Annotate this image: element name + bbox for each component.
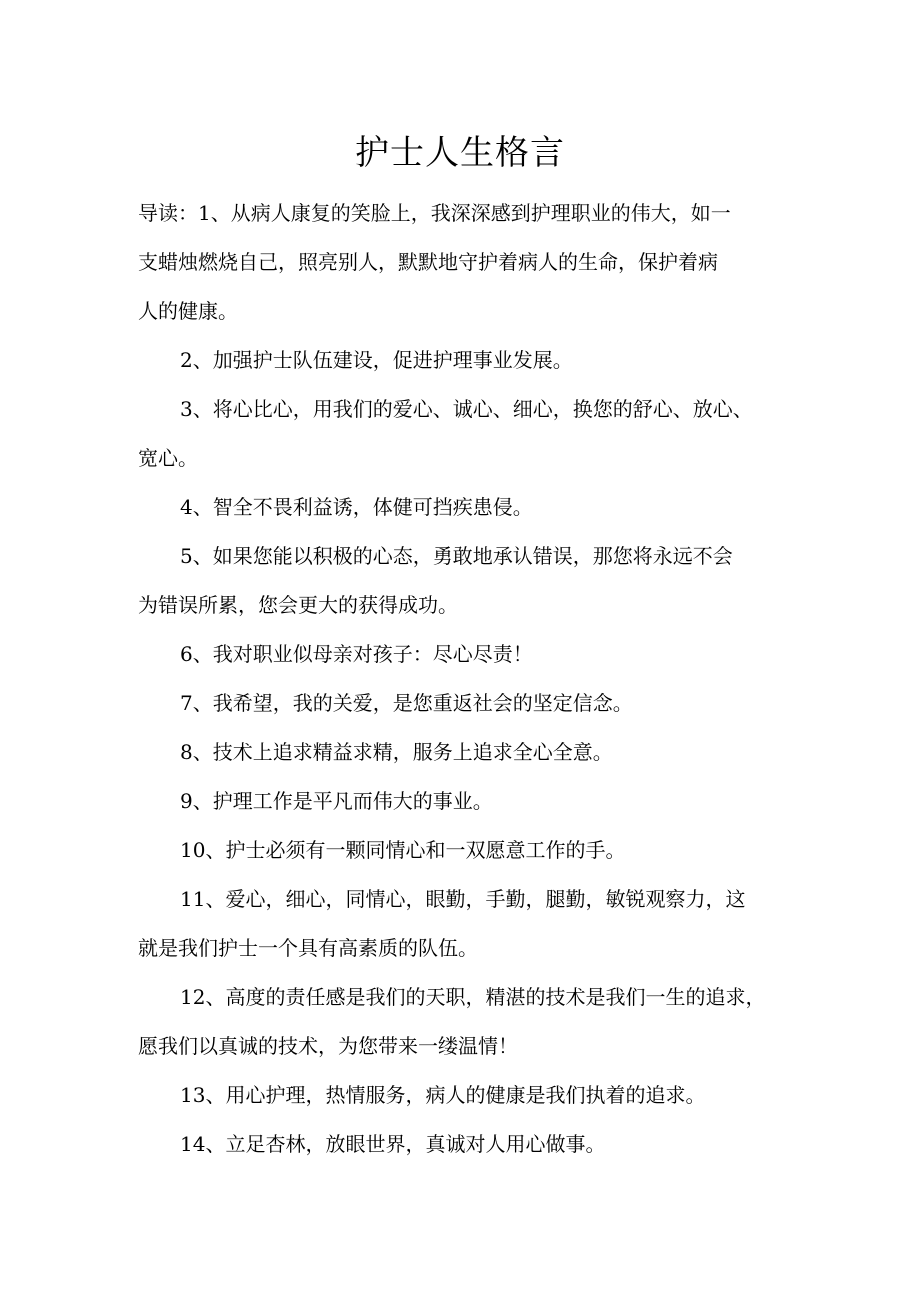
quote-item-9 [138, 777, 796, 826]
quote-line: 愿我们以真诚的技术，为您带来一缕温情！ [138, 1034, 518, 1058]
quote-item-2 [138, 336, 796, 385]
quote-line: 3、将心比心，用我们的爱心、诚心、细心，换您的舒心、放心、 [180, 397, 753, 421]
quote-item-11 [138, 875, 796, 973]
quote-item-12 [138, 973, 796, 1071]
quote-line: 14、立足杏林，放眼世界，真诚对人用心做事。 [180, 1132, 606, 1156]
quote-line: 13、用心护理，热情服务，病人的健康是我们执着的追求。 [180, 1083, 706, 1107]
quote-line: 为错误所累，您会更大的获得成功。 [138, 593, 458, 617]
quote-item-4 [138, 483, 796, 532]
intro-line: 导读：1、从病人康复的笑脸上，我深深感到护理职业的伟大，如一 [138, 201, 731, 225]
quote-line: 2、加强护士队伍建设，促进护理事业发展。 [180, 348, 573, 372]
quote-item-6 [138, 630, 796, 679]
quote-item-3 [138, 385, 796, 483]
quote-item-7 [138, 679, 796, 728]
quote-line: 就是我们护士一个具有高素质的队伍。 [138, 936, 478, 960]
quote-line: 10、护士必须有一颗同情心和一双愿意工作的手。 [180, 838, 626, 862]
quote-item-10 [138, 826, 796, 875]
quote-line: 6、我对职业似母亲对孩子：尽心尽责！ [180, 642, 533, 666]
quote-line: 7、我希望，我的关爱，是您重返社会的坚定信念。 [180, 691, 633, 715]
quote-item-5 [138, 532, 796, 630]
quote-line: 宽心。 [138, 446, 198, 470]
intro-paragraph [138, 189, 796, 336]
document-body [138, 189, 796, 1169]
intro-line: 支蜡烛燃烧自己，照亮别人，默默地守护着病人的生命，保护着病 [138, 250, 718, 274]
quote-line: 5、如果您能以积极的心态，勇敢地承认错误，那您将永远不会 [180, 544, 733, 568]
quote-item-8 [138, 728, 796, 777]
intro-line: 人的健康。 [138, 299, 238, 323]
page-title [0, 130, 920, 176]
quote-item-14 [138, 1120, 796, 1169]
page-title-text: 护士人生格言 [355, 133, 565, 173]
quote-item-13 [138, 1071, 796, 1120]
quote-line: 12、高度的责任感是我们的天职，精湛的技术是我们一生的追求， [180, 985, 766, 1009]
quote-line: 4、智全不畏利益诱，体健可挡疾患侵。 [180, 495, 533, 519]
quote-line: 8、技术上追求精益求精，服务上追求全心全意。 [180, 740, 613, 764]
quote-line: 11、爱心，细心，同情心，眼勤，手勤，腿勤，敏锐观察力，这 [180, 887, 746, 911]
quote-line: 9、护理工作是平凡而伟大的事业。 [180, 789, 493, 813]
